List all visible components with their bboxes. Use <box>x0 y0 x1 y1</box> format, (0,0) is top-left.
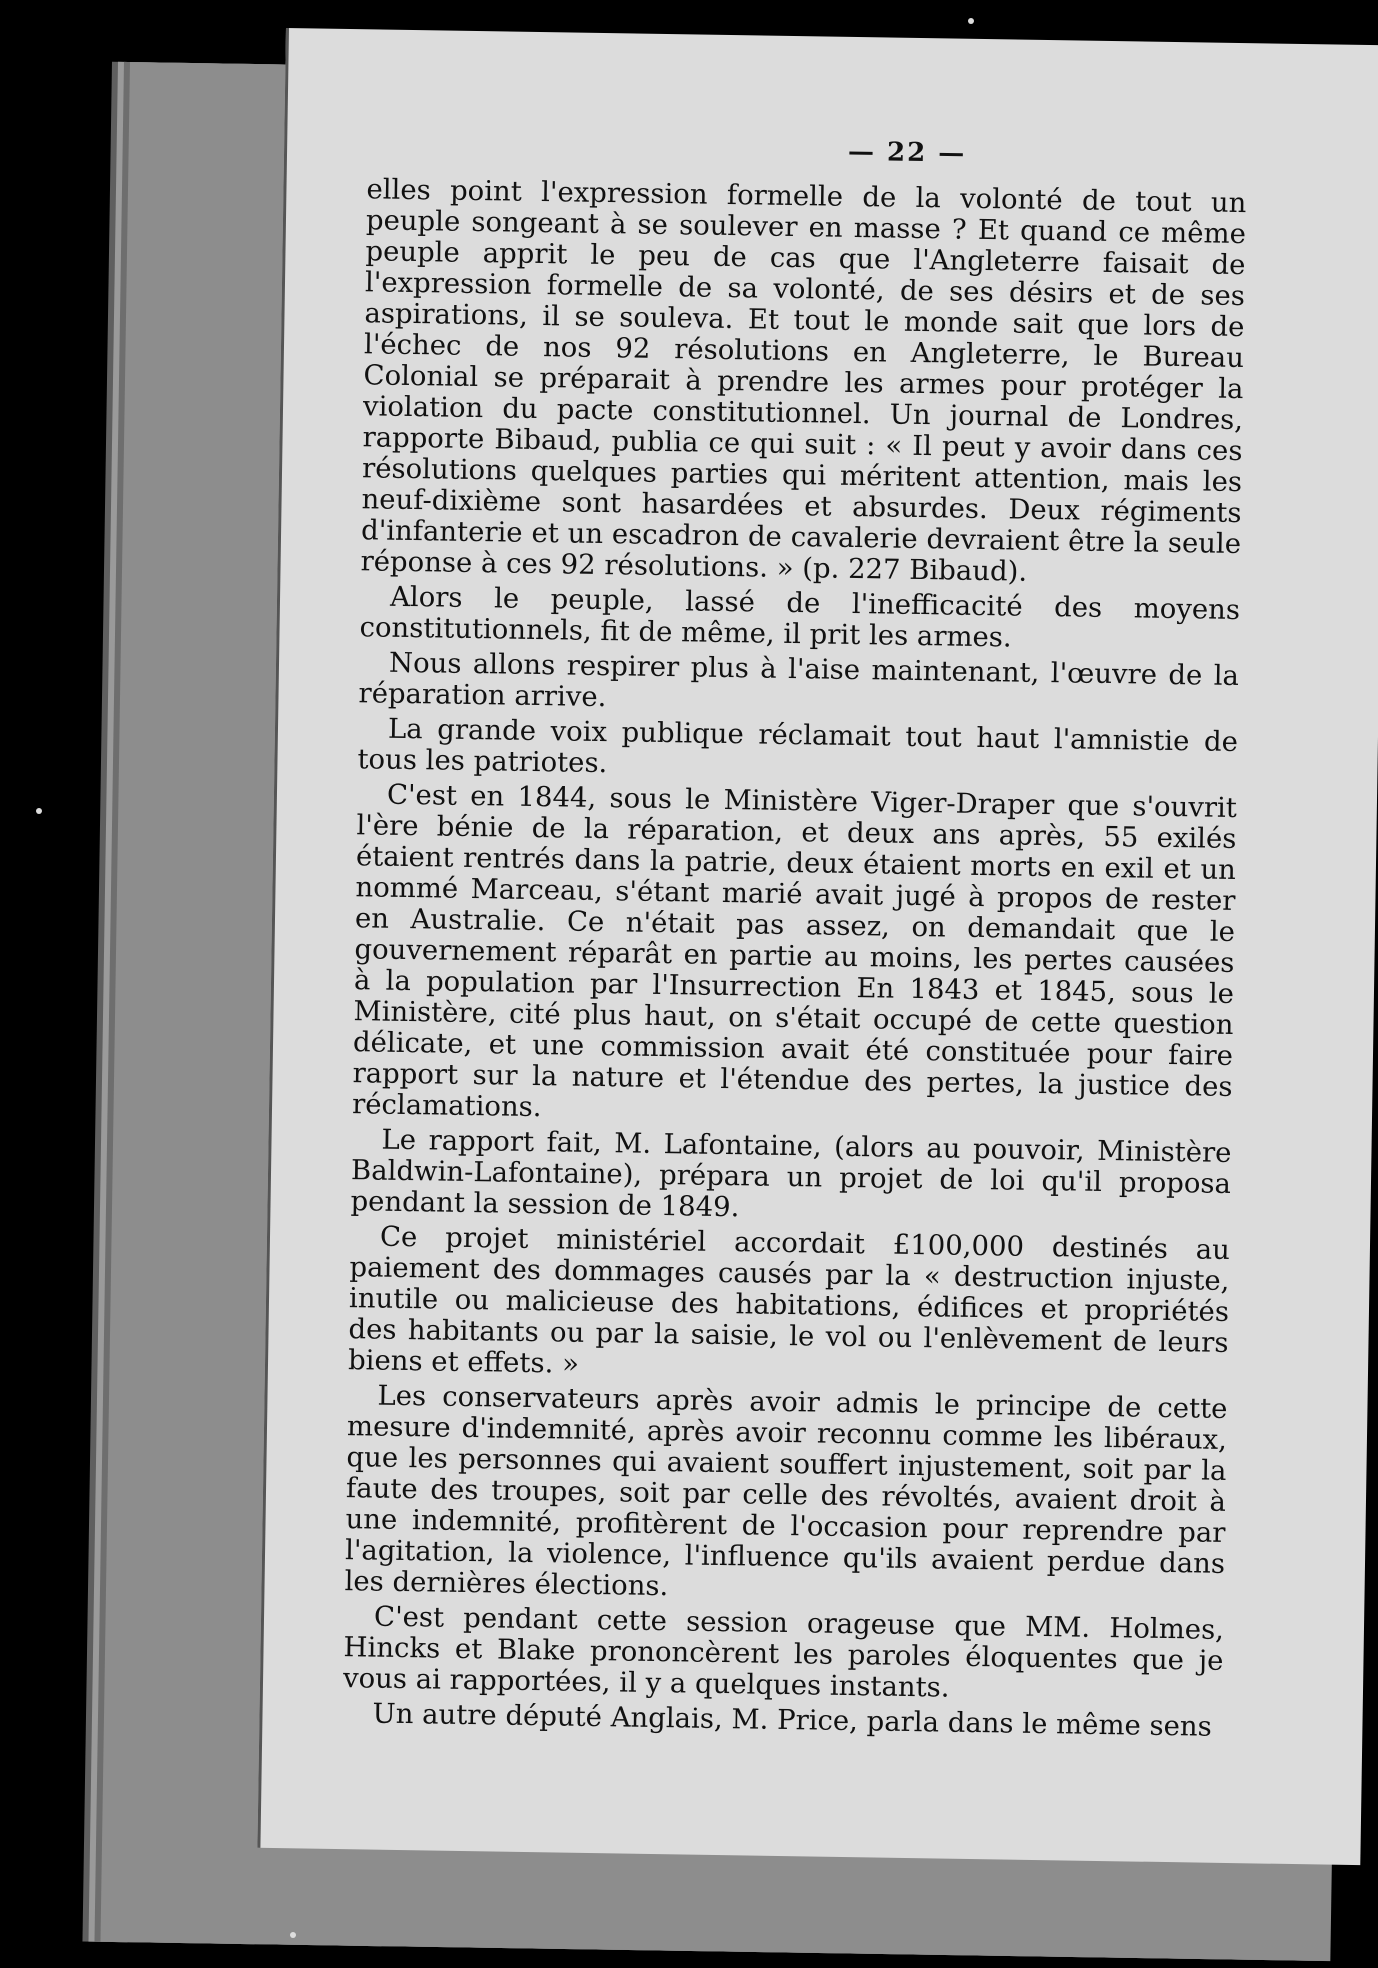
paragraph-3: Nous allons respirer plus à l'aise maintenant, l'œuvre de la réparation arrive. <box>358 646 1240 714</box>
paragraph-10: Un autre député Anglais, M. Price, parla dans le même sens <box>372 1697 1213 1743</box>
paragraph-4: La grande voix publique réclamait tout haut l'amnistie de tous les patriotes. <box>357 712 1239 780</box>
paragraph-8: Les conservateurs après avoir admis le principe de cette mesure d'indemnité, après avoir reconnu comme les libéraux, que les personnes qui avaient souffert injustement, soit par la faute des troupes, soit par celle des révoltés, avaient droit à une indemnité, profitèrent de l'occasion pour reprendre par l'agitation, la violence, l'influence qu'ils avaient perdue dans les dernières élections. <box>344 1379 1228 1603</box>
scan-speck <box>290 1932 296 1938</box>
paragraph-7: Ce projet ministériel accordait £100,000 destinés au paiement des dommages causés par la « destruction injuste, inutile ou malicieuse des habitations, édifices et propriétés des habitants ou par la saisie, le vol ou l'enlèvement de leurs biens et effets. » <box>347 1220 1231 1380</box>
scan-speck <box>36 808 42 814</box>
page-number: — 22 — <box>847 136 967 169</box>
paragraph-2: Alors le peuple, lassé de l'inefficacité des moyens constitutionnels, fit de même, il prit les armes. <box>359 580 1241 654</box>
paragraph-5: C'est en 1844, sous le Ministère Viger-Draper que s'ouvrit l'ère bénie de la réparation, et deux ans après, 55 exilés étaient rentrés dans la patrie, deux étaient morts en exil et un nommé Marceau, s'étant marié avait jugé à propos de rester en Australie. Ce n'était pas assez, on demandait que le gouvernement réparât en partie au moins, les pertes causées à la population par l'Insurrection En 1843 et 1845, sous le Ministère, cité plus haut, on s'était occupé de cette question délicate, et une commission avait été constituée pour faire rapport sur la nature et l'étendue des pertes, la justice des réclamations. <box>351 778 1238 1124</box>
paragraph-9: C'est pendant cette session orageuse que MM. Holmes, Hincks et Blake prononcèrent les paroles éloquentes que je vous ai rapportées, il y a quelques instants. <box>342 1600 1225 1704</box>
paragraph-1: elles point l'expression formelle de la volonté de tout un peuple songeant à se soulever en masse ? Et quand ce même peuple apprit le peu de cas que l'Angleterre faisait de l'expression formelle de sa volonté, de ses désirs et de ses aspirations, il se souleva. Et tout le monde sait que lors de l'échec de nos 92 résolutions en Angleterre, le Bureau Colonial se préparait à prendre les armes pour protéger la violation du pacte constitutionnel. Un journal de Londres, rapporte Bibaud, publia ce qui suit : « Il peut y avoir dans ces résolutions quelques parties qui méritent attention, mais les neuf-dixième sont hasardées et absurdes. Deux régiments d'infanterie et un escadron de cavalerie devraient être la seule réponse à ces 92 résolutions. » (p. 227 Bibaud). <box>360 173 1247 588</box>
book-page <box>257 28 1378 1865</box>
paragraph-6: Le rapport fait, M. Lafontaine, (alors au pouvoir, Ministère Baldwin-Lafontaine), prépara un projet de loi qu'il proposa pendant la session de 1849. <box>350 1123 1232 1224</box>
scan-speck <box>968 18 974 24</box>
page-body <box>342 129 1247 1747</box>
